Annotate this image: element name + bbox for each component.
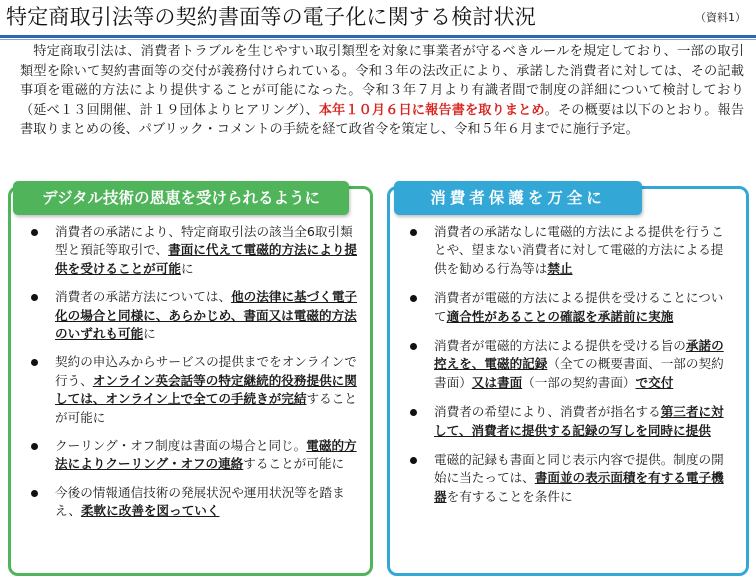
left-panel [8,186,373,576]
item-emphasis: 電磁的方法によりクーリング・オフの連絡 [55,438,357,472]
item-text: することが可能に [243,456,345,472]
list-item [400,451,734,506]
intro-highlight: 本年１０月６日に報告書を取りまとめ [318,102,545,118]
item-text: 消費者の承諾なしに電磁的方法による提供を行うことや、望まない消費者に対して電磁的方法による提供を勧める行為等は [434,224,724,276]
item-emphasis: 第三者に対して、消費者に提供する記録の写しを同時に提供 [434,404,724,438]
item-text: することが可能に [55,391,357,425]
item-emphasis: 又は書面 [471,374,523,390]
item-text: に [143,326,156,342]
item-emphasis: 書面に代えて電磁的方法により提供を受けることが可能 [55,242,357,276]
left-panel-list [21,223,358,531]
item-text: 契約の申込みからサービスの提供までをオンラインで行う、 [55,354,357,388]
list-item [400,289,734,326]
list-item [21,353,358,427]
list-item [21,288,358,343]
bullet-icon [31,294,38,301]
item-text: （全ての概要書面、一部の契約書面） [434,356,724,390]
item-emphasis: 禁止 [547,260,573,276]
bullet-icon [31,443,38,450]
item-text: 今後の情報通信技術の発展状況や運用状況等を踏まえ、 [55,484,345,519]
item-text: 消費者が電磁的方法による提供を受ける旨の [434,338,686,354]
bullet-icon [410,295,417,302]
item-text: 電磁的記録も書面と同じ表示内容で提供。制度の開始に当たっては、 [434,452,724,486]
item-emphasis: オンライン英会話等の特定継続的役務提供に関しては、オンライン上で全ての手続きが完結 [55,372,357,407]
bullet-icon [410,409,417,416]
page-title: 特定商取引法等の契約書面等の電子化に関する検討状況 [6,5,536,29]
bullet-icon [31,490,38,497]
bullet-icon [410,229,417,236]
right-panel-heading: 消費者保護を万全に [394,181,642,215]
item-emphasis: 承諾の控えを、電磁的記録 [434,338,724,372]
right-panel-list [400,223,734,517]
item-emphasis: 柔軟に改善を図っていく [80,503,220,519]
item-text: に [180,260,194,276]
item-text: 消費者の承諾方法については、 [55,289,232,305]
intro-text-a: 特定商取引法は、消費者トラブルを生じやすい取引類型を対象に事業者が守るべきルールを規定しており、一部の取引類型を除いて契約書面等の交付が義務付けられている。令和３年の法改正により、承諾した消費者に対しては、その記載事項を電磁的方法により提供することが可能になった。令和３年７月より有識者間で制度の詳細について検討しており（延べ１３回開催、計１９団体よりヒアリング）、 [20,44,744,118]
list-item [400,403,734,440]
item-text: 消費者の希望により、消費者が指名する [434,404,661,420]
list-item [21,223,358,278]
list-item [400,223,734,278]
item-text: （一部の契約書面） [522,374,636,390]
item-text: クーリング・オフ制度は書面の場合と同じ。 [55,438,307,454]
intro-text-b: 。その概要は以下のとおり。報告書取りまとめの後、パブリック・コメントの手続を経て政省令を策定し、令和５年６月までに施行予定。 [20,102,745,138]
item-emphasis: 書面並の表示面積を有する電子機器 [434,470,724,504]
intro-paragraph [20,42,744,140]
list-item [21,484,358,521]
list-item [21,437,358,474]
left-panel-heading: デジタル技術の恩恵を受けられるように [13,181,349,215]
right-panel [387,186,749,576]
bullet-icon [31,359,38,366]
item-text: 消費者の承諾により、特定商取引法の該当全6取引類型と預託等取引で、 [55,224,353,258]
header [0,0,756,34]
item-text: 消費者が電磁的方法による提供を受けることについて [434,290,724,324]
bullet-icon [410,343,417,350]
list-item [400,337,734,392]
item-emphasis: 適合性があることの確認を承諾前に実施 [446,308,674,324]
title-rule-thin [0,39,756,40]
bullet-icon [410,457,417,464]
bullet-icon [31,229,38,236]
item-emphasis: で交付 [635,374,674,390]
document-label: （資料1） [695,11,746,24]
item-emphasis: 他の法律に基づく電子化の場合と同様に、あらかじめ、書面又は電磁的方法のいずれも可能 [55,289,357,342]
item-text: を有することを条件に [446,488,573,504]
title-rule [0,35,756,38]
